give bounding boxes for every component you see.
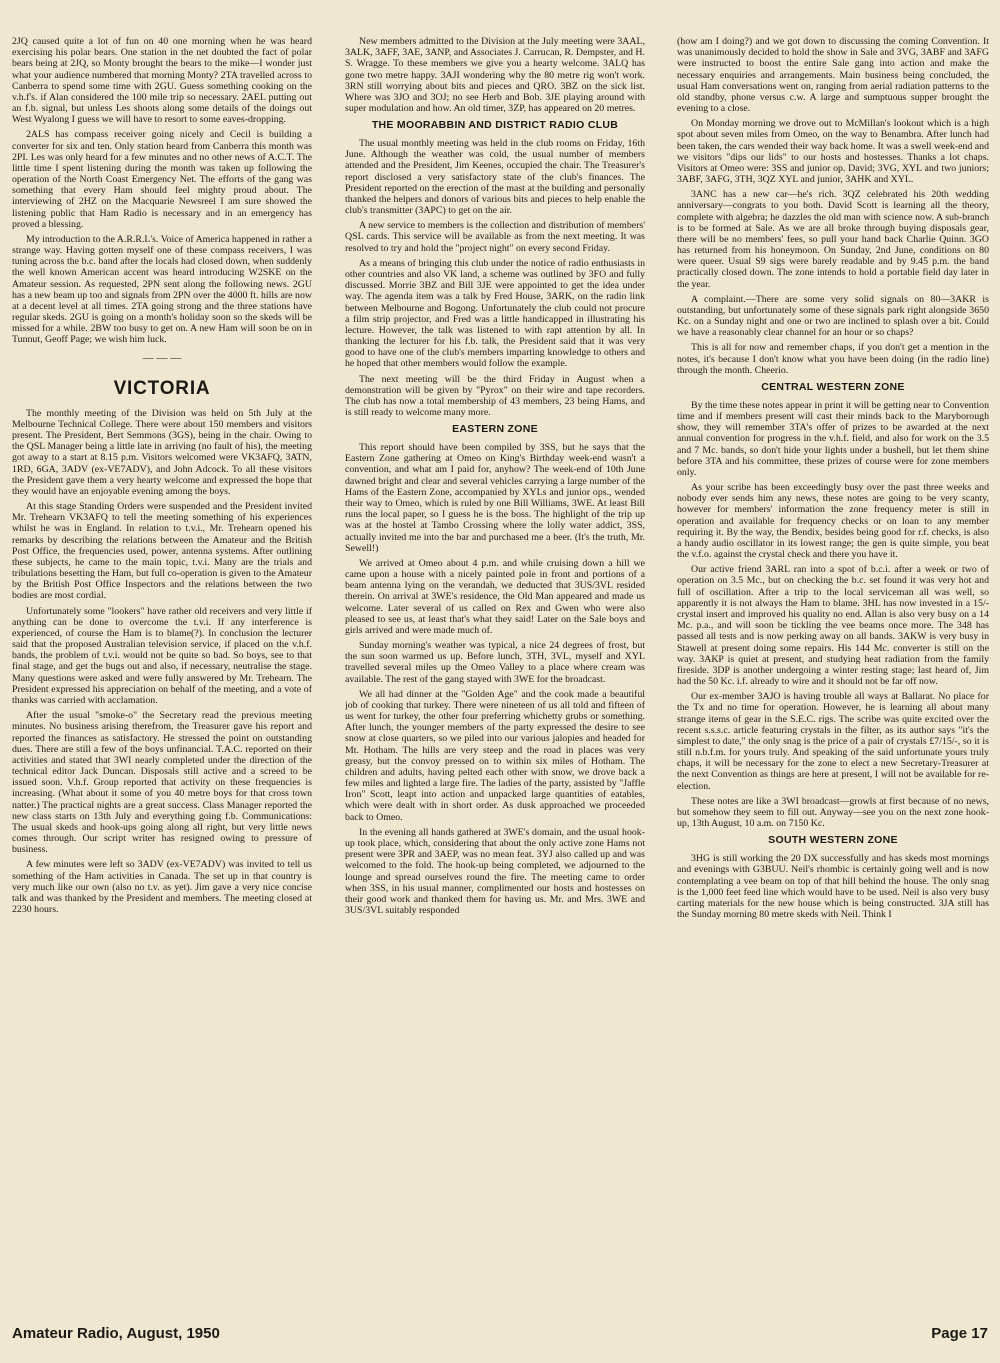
column-left [12,36,312,1311]
section-heading-victoria: VICTORIA [113,378,211,400]
section-heading-eastern-zone: EASTERN ZONE [452,423,538,436]
column-middle [345,36,645,1311]
column-right [677,36,989,1311]
paragraph: The next meeting will be the third Friday in August when a demonstration will be given by "Pyrox" on their wire and tape recorders. The club has now a total membership of 43 members, 23 being Hams, and is still ready to welcome many more. [345,373,645,419]
paragraph: 3ANC has a new car—he's rich. 3QZ celebrated his 20th wedding anniversary—congrats to you both. David Scott is learning all the theory, complete with algebra; he dazzles the old man with science now. A sub-branch is to be formed at Sale. As we are all broke through buying disposals gear, there will be no members' fees, so pull your hand back Charlie Quinn. 3GO has returned from his honeymoon. On Sunday, 2nd June, conditions on 80 were queer. Usual S9 sigs were barely readable and by 9.45 p.m. the band practically closed down. The zone intends to hold a portable field day later in the year. [677,189,989,290]
paragraph: 2ALS has compass receiver going nicely and Cecil is building a converter for six and ten. Only station heard from Canberra this month was 2PI. Les was only heard for a few minutes and no other news of A.C.T. The little time I spent listening during the month was taken up following the operation of the North Coast Emergency Net. The efforts of the gang was something that every Ham should feel mighty proud about. The interviewing of 2HZ on the Macquarie Newsreel I am sure showed the listening public that Ham Radio is necessary and in an emergency has proved a blessing. [12,129,312,230]
paragraph: Our ex-member 3AJO is having trouble all ways at Ballarat. No place for the Tx and no time for operation. However, he is learning all about many strange items of gear in the S.E.C. rigs. The scribe was quite excited over the recent s.s.s.c. article featuring crystals in the filter, as its author says "it's the simplest to date," the only snag is the price of a pair of crystals £7/15/-, so it is still n.b.f.m. for yours truly. And speaking of the said unfortunate yours truly chaps, it will be necessary for the zone to elect a new Secretary-Treasurer at the next Convention as things are here at present, I will not be available for re-election. [677,691,989,792]
paragraph: As your scribe has been exceedingly busy over the past three weeks and nobody ever sends him any news, these notes are going to be very scanty, however for members' information the zone frequency meter is still in operation and available for frequency checks or on loan to any member requiring it. By the way, the Bendix, besides being good for r.f. checks, is also a handy audio oscillator in its lowest range; the gen is quite simple, you beat the v.f.o. against the crystal check and there you have it. [677,482,989,561]
paragraph: Our active friend 3ARL ran into a spot of b.c.i. after a week or two of operation on 3.5 Mc., but on checking the b.c. set found it was very hot and full of oscillation. After a trip to the local serviceman all was well, so apparently it is not always the Ham to blame. 3HL has now invested in a 15/- crystal insert and improved his quality no end. Allan is also very busy on a 14 Mc. p.a., and will soon be tickling the vee beams once more. The 348 has passed all tests and is now perking away on all bands. 3AKW is very busy in Stawell at present doing some repairs. His 144 Mc. converter is still on the way. 3AKP is quiet at present, and studying heat radiation from the family fireside. 3DP is another undergoing a winter resting stage; last heard of, Jim had the 50 Kc. i.f. already to wire and it should not be far off now. [677,564,989,688]
page-footer [12,1325,988,1349]
paragraph: These notes are like a 3WI broadcast—growls at first because of no news, but somehow they seem to fill out. Anyway—see you on the next zone hook-up, 13th August, 10 a.m. on 7150 Kc. [677,795,989,830]
paragraph: The usual monthly meeting was held in the club rooms on Friday, 16th June. Although the weather was cold, the usual number of members attended and the President, Jim Keenes, occupied the chair. The Treasurer's report disclosed a very satisfactory state of the club's finances. The President reported on the erection of the mast at the building and personally thanked the helpers and donors of various bits and pieces to help enable the club's transmitter (3APC) to get on the air. [345,138,645,217]
paragraph: After the usual "smoke-o" the Secretary read the previous meeting minutes. No business arising therefrom, the Treasurer gave his report and reported the finances as satisfactory. He stressed the point on outstanding dues. There are still a few of the boys unfinancial. T.A.C. reported on their activities and stated that 3WI nearly completed under the direction of the technical editor Jack Duncan. Disposals still active and a screed to be issued soon. V.h.f. Group reported that activity on these frequencies is increasing. (What about it some of you 40 metre boys for that cross town natter.) The practical nights are a great success. Class Manager reported the new class starts on 13th July and everything going f.b. Communications: The usual skeds and hook-ups going along all right, but very little news comes through. Our script writer has resigned owing to pressure of business. [12,710,312,856]
paragraph: A complaint.—There are some very solid signals on 80—3AKR is outstanding, but unfortunately some of these signals park right alongside 3650 Kc. on a Sunday night and one or two are inclined to splash over a bit. Could we have a reasonably clear channel for an hour or so chaps? [677,293,989,339]
paragraph: 2JQ caused quite a lot of fun on 40 one morning when he was heard exercising his polar bears. One station in the net doubted the fact of polar bears being at 2JQ, so Monty brought the bears to the mike—I wonder just what your audience numbered that morning Monty? 2TA travelled across to Canberra to spend some time with 2GU. Guess something cooking on the v.h.f's. if Alan considered the 100 mile trip so necessary. 2AEL putting out an f.b. signal, but unless Les shoots along some details of the doings out West Wyalong I guess we will have to resort to some eaves-dropping. [12,36,312,126]
paragraph: 3HG is still working the 20 DX successfully and has skeds most mornings and evenings with G3BUU. Neil's rhombic is certainly going well and is now contemplating a vee beam on top of that hill behind the house. The only snag is the 1,000 feet feed line which would have to be used. Neil is also very busy carting materials for the new house which is being constructed. 3JA still has the Sunday morning 80 metre skeds with Neil. Think I [677,853,989,921]
page-number: Page 17 [931,1325,988,1342]
paragraph: My introduction to the A.R.R.L's. Voice of America happened in rather a strange way. Having gotten myself one of these compass receivers, I was tuning across the b.c. band after the locals had closed down, when suddenly the well known American accent was heard introducing W2SKE on the Amateur session. As requested, 2PN sent along the following news. 2GU has a new beam up too and signals from 2PN over the 4000 ft. hills are now at a decent level at all times. 2TA going strong and the three stations have regular skeds. 2GU is going on a month's holiday soon so the skeds will be missed for a while. 2BW too busy to get on. A new Ham will soon be on in Tunnut, Geoff Page; we wish him luck. [12,233,312,346]
paragraph: We arrived at Omeo about 4 p.m. and while cruising down a hill we came upon a house with a nicely painted pole in front and portions of a beam antenna lying on the verandah, we deducted that 3US/3VL resided therein. On arrival at 3WE's residence, the Old Man appeared and made us welcome. Later several of us called on Rex and Gwen who were also pleased to see us, at least that's what they said! Later on the Sale boys and girls arrived and were made much of. [345,557,645,636]
section-heading-central-western-zone: CENTRAL WESTERN ZONE [761,380,905,393]
paragraph: As a means of bringing this club under the notice of radio enthusiasts in other countries and also VK land, a scheme was outlined by 3FO and fully discussed. Morrie 3BZ and Bill 3JE were appointed to get the idea under way. The agenda item was a talk by Fred House, 3ARK, on the radio link between Melbourne and Bogong. Unfortunately the club could not procure a film strip projector, and Fred was a little handicapped in illustrating his lecture. However, the talk was listened to with rapt attention by all. In thanking the lecturer for his f.b. talk, the President said that it was very good to have one of the club's members imparting knowledge to others and he hoped that other members would follow the example. [345,257,645,370]
paragraph: The monthly meeting of the Division was held on 5th July at the Melbourne Technical College. There were about 150 members and visitors present. The President, Bert Semmons (3GS), being in the chair. Owing to the QSL Manager being a little late in arriving (no fault of his), the meeting got away to a start at 8.15 p.m. Visitors welcomed were VK3AFQ, 3ATN, 1RD, 6GA, 3ADV (ex-VE7ADV), and John Adcock. To all these visitors the President gave them a very hearty welcome and expressed the hope that they would have an enjoyable evening among the boys. [12,407,312,497]
paragraph: Sunday morning's weather was typical, a nice 24 degrees of frost, but the sun soon warmed us up. Before lunch, 3TH, 3VL, myself and XYL travelled several miles up the Omeo Valley to a place where cream was available. The rest of the gang stayed with 3WE for the broadcast. [345,640,645,685]
paragraph: On Monday morning we drove out to McMillan's lookout which is a high spot about seven miles from Omeo, on the way to Benambra. After lunch had been taken, the cars wended their way back home. It was a swell week-end and we visitors "dips our lids" to our hosts and hostesses. Thanks a lot chaps. Visitors at Omeo were: 3SS and junior op. David; 3VG, XYL and two juniors; 3ABF, 3AFG, 3TH, 3QZ XYL and junior, 3AHK and XYL. [677,118,989,186]
publication-title: Amateur Radio, August, 1950 [12,1325,220,1342]
paragraph: We all had dinner at the "Golden Age" and the cook made a beautiful job of cooking that turkey. There were nineteen of us all told and fifteen of us went for turkey, the other four preferring whichetty grubs or something. After lunch, the younger members of the party expressed the desire to see snow at close quarters, so we piled into our various jalopies and headed for Mt. Hotham. The hills are very steep and the road in places was very greasy, but the convoy pressed on to within six miles of Hotham. The children and adults, having pelted each other with snow, we drove back a few miles and lighted a large fire. The ladies of the party, assisted by "Jaffle Iron" Scott, leapt into action and unpacked large quantities of eatables, which were dealt with in short order. As dusk approached we proceeded back to Omeo. [345,688,645,823]
section-heading-south-western-zone: SOUTH WESTERN ZONE [768,834,898,847]
paragraph: (how am I doing?) and we got down to discussing the coming Convention. It was unanimously decided to hold the show in Sale and 3VG, 3ABF and 3AFG were instructed to boost the entire Sale gang into action and make the necessary enquiries and arrangements. Main business being concluded, the usual Ham conversations went on, ranging from aerial radiation patterns to the old standby, phone versus c.w. A large and sumptuous supper brought the evening to a close. [677,36,989,115]
paragraph: A new service to members is the collection and distribution of members' QSL cards. This service will be available as from the next meeting. It was resolved to try and hold the "project night" on every second Friday. [345,220,645,254]
paragraph: This report should have been compiled by 3SS, but he says that the Eastern Zone gathering at Omeo on King's Birthday week-end wasn't a convention, and what am I paid for, anyhow? The week-end of 10th June dawned bright and clear and several vehicles carrying a large number of the Hams of the Eastern Zone, accompanied by XYLs and junior ops., wended their way to Omeo, which is ruled by one Bill Williams, 3WE. At least Bill runs the local paper, so I guess he is the boss. The highlight of the trip up was at the hostel at Tambo Crossing where the lolly water addict, 3SS, actually invited me into the bar and purchased me a beer. (It's the truth, Mr. Sewell!) [345,442,645,554]
section-separator: — — — [142,351,182,364]
paragraph: By the time these notes appear in print it will be getting near to Convention time and if members present will cast their minds back to the Maryborough show, they will remember 3TA's offer of prizes to be awarded at the next annual convention for progress in the v.h.f. field, and also for work on the 3.5 and 7 Mc. bands, so don't hide your lights under a bushell, but let them shine before 3TA and his committee, these prizes of course were for zone members only. [677,399,989,478]
paragraph: At this stage Standing Orders were suspended and the President invited Mr. Trehearn VK3AFQ to tell the meeting something of his experiences whilst he was in England. In relation to t.v.i., Mr. Trehearn opened his remarks by describing the relations between the Amateur and the British Post Office, the frequencies used, power, antenna systems. After outlining these subjects, he came to the main topic, t.v.i. Many are the trials and tribulations besetting the Ham, but full co-operation is given to the Amateur by the British Post Office Inspectors and the relations between the two bodies are most cordial. [12,501,312,602]
section-heading-moorabbin: THE MOORABBIN AND DISTRICT RADIO CLUB [371,119,619,132]
paragraph: This is all for now and remember chaps, if you don't get a mention in the notes, it's because I don't know what you have been doing (in the radio line) through the month. Cheerio. [677,342,989,376]
paragraph: In the evening all hands gathered at 3WE's domain, and the usual hook-up took place, which, considering that about the only active zone Hams not present were 3PR and 3AEP, was no mean feat. 3YJ also called up and was welcomed to the fold. The hook-up being completed, we adjourned to the lounge and spread ourselves round the fire. The meeting came to order when 3SS, in his usual manner, complimented our hosts and hostesses on their good work and thanked them for having us. Mr. and Mrs. 3WE and 3US/3VL suitably responded [345,826,645,917]
paragraph: Unfortunately some "lookers" have rather old receivers and very little if anything can be done to overcome the t.v.i. If any interference is experienced, of course the Ham is to blame(?). In conclusion the lecturer said that the proposed Australian television service, if placed on the v.h.f. bands, the problem of t.v.i. would not be quite so bad. So boys, see to that final stage, and get the bugs out and also, if necessary, neutralise the stage. Many questions were asked and were fully answered by Mr. Trehearn. The President expressed his appreciation on behalf of the meeting, and a vote of thanks was carried with acclamation. [12,605,312,706]
paragraph: New members admitted to the Division at the July meeting were 3AAL, 3ALK, 3AFF, 3AE, 3ANP, and Associates J. Carrucan, R. Dempster, and H. S. Wragge. To these members we give you a hearty welcome. 3ALQ has gone two metre happy. 3AJI wondering why the 80 metre rig won't work. 3RN still worrying about bits and pieces and QRO. 3BZ on the sick list. Where was 3JO and 3OJ; no see Herb and Bob. 3JE playing around with super modulation and how. An old timer, 3ZP, has appeared on 20 metres. [345,36,645,115]
paragraph: A few minutes were left so 3ADV (ex-VE7ADV) was invited to tell us something of the Ham activities in Canada. The set up in that country is very much like our own (also no t.v. as yet). Jim gave a very nice concise talk and was thanked by the President and members. The meeting closed at 2230 hours. [12,859,312,916]
